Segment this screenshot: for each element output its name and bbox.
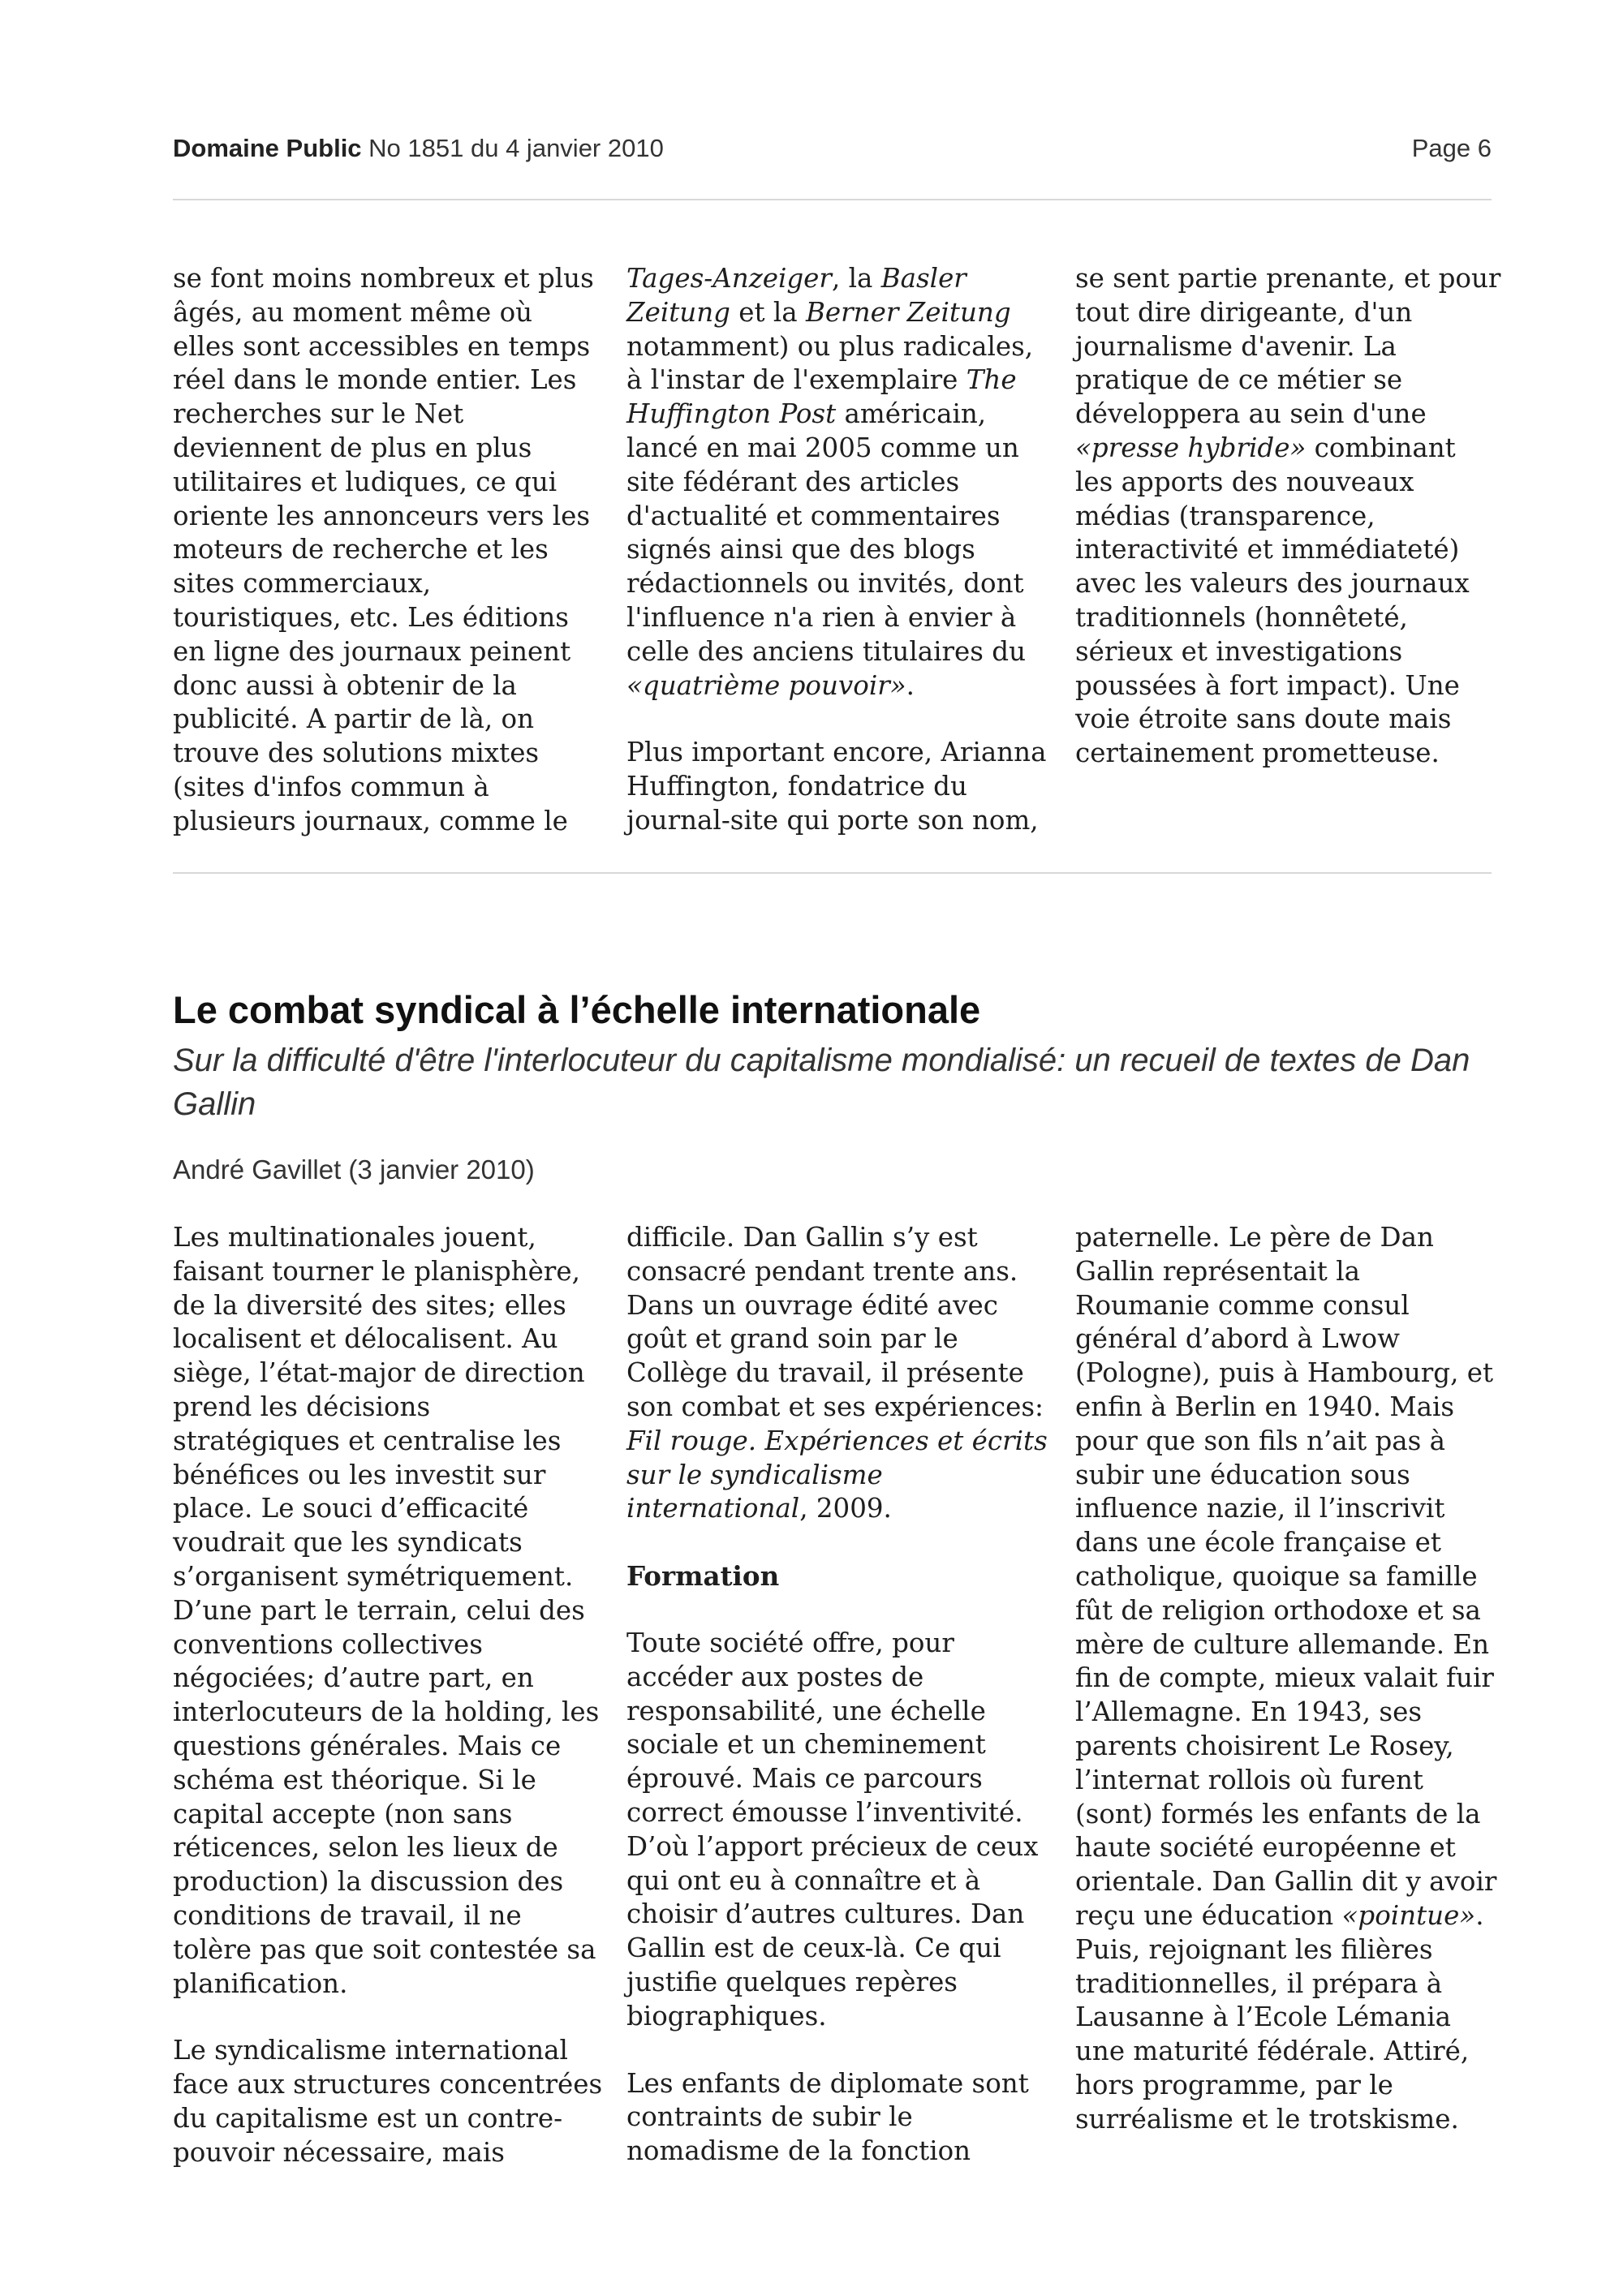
text-line: faisant tourner le planisphère, — [173, 1255, 580, 1287]
text-line — [1075, 635, 1497, 669]
italic-text: Fil rouge. Expériences et écrits — [626, 1425, 1048, 1456]
text-line — [1075, 398, 1497, 432]
text-segment: difficile. Dan Gallin s’y est — [626, 1222, 978, 1253]
text-segment: et la — [730, 296, 806, 328]
text-segment: parents choisirent Le Rosey, — [1075, 1730, 1454, 1761]
text-line — [626, 669, 1048, 703]
text-line: contraints de subir le — [626, 2101, 913, 2133]
header-publication-info — [173, 134, 664, 163]
text-segment: son combat et ses expériences: — [626, 1391, 1044, 1422]
text-line: sites commerciaux, — [173, 568, 432, 600]
text-line: oriente les annonceurs vers les — [173, 500, 591, 531]
text-line: D’où l’apport précieux de ceux — [626, 1830, 1039, 1862]
publication-name: Domaine Public — [173, 134, 362, 162]
text-line: qui ont eu à connaître et à — [626, 1864, 981, 1896]
text-line — [1075, 1560, 1497, 1594]
text-segment: américain, — [836, 398, 987, 430]
text-line: biographiques. — [626, 2000, 827, 2032]
text-line — [1075, 1831, 1497, 1865]
text-segment: Gallin représentait la — [1075, 1255, 1360, 1287]
text-line — [1075, 1798, 1497, 1832]
text-line: D’une part le terrain, celui des — [173, 1594, 585, 1626]
text-segment: se sent partie prenante, et pour — [1075, 263, 1501, 294]
prev-article-column-1 — [173, 262, 595, 872]
text-line: âgés, au moment même où — [173, 296, 533, 328]
text-segment: paternelle. Le père de Dan — [1075, 1222, 1434, 1253]
text-line — [626, 635, 1048, 669]
text-line: capital accepte (non sans — [173, 1798, 513, 1829]
text-line: questions générales. Mais ce — [173, 1730, 562, 1761]
text-line: sociale et un cheminement — [626, 1729, 986, 1761]
prev-col3-paragraph — [1075, 262, 1501, 771]
text-line — [1075, 1322, 1497, 1357]
text-segment: surréalisme et le trotskisme. — [1075, 2103, 1459, 2135]
text-line: réel dans le monde entier. Les — [173, 364, 577, 396]
text-line — [1075, 1425, 1497, 1459]
text-line: Huffington, fondatrice du — [626, 771, 967, 802]
text-segment: rédactionnels ou invités, dont — [626, 568, 1024, 600]
text-line — [1075, 533, 1497, 567]
text-line: nomadisme de la fonction — [626, 2135, 971, 2167]
text-segment: influence nazie, il l’inscrivit — [1075, 1493, 1445, 1524]
italic-text: «presse hybride» — [1075, 432, 1307, 463]
text-line: négociées; d’autre part, en — [173, 1662, 534, 1694]
text-line — [1075, 500, 1497, 534]
text-line — [1075, 2035, 1497, 2069]
text-segment: Puis, rejoignant les filières — [1075, 1933, 1433, 1965]
prev-col1-paragraph — [173, 262, 595, 839]
text-line: touristiques, etc. Les éditions — [173, 601, 569, 633]
text-segment: notamment) ou plus radicales, — [626, 330, 1034, 362]
text-segment: voie étroite sans doute mais — [1075, 703, 1452, 735]
text-segment: fût de religion orthodoxe et sa — [1075, 1594, 1481, 1626]
text-line — [1075, 1730, 1497, 1764]
text-line: de la diversité des sites; elles — [173, 1289, 566, 1321]
text-line — [1075, 363, 1497, 398]
text-line: localisent et délocalisent. Au — [173, 1323, 558, 1355]
text-line — [1075, 1289, 1497, 1323]
text-line: publicité. A partir de là, on — [173, 703, 535, 735]
text-line: elles sont accessibles en temps — [173, 330, 591, 362]
text-segment: combinant — [1306, 432, 1456, 463]
text-line: deviennent de plus en plus — [173, 432, 532, 463]
text-line: siège, l’état-major de direction — [173, 1357, 585, 1389]
text-line — [1075, 262, 1501, 296]
text-line: moteurs de recherche et les — [173, 534, 549, 565]
article-column-2 — [626, 1221, 1048, 2202]
text-line — [1075, 1967, 1497, 2001]
text-line — [1075, 1391, 1497, 1425]
text-line — [1075, 2069, 1497, 2103]
text-line: Plus important encore, Arianna — [626, 737, 1047, 768]
article-title: Le combat syndical à l’échelle internationale — [173, 988, 981, 1031]
italic-text: The — [966, 364, 1017, 396]
text-line: bénéfices ou les investit sur — [173, 1459, 546, 1490]
text-line: production) la discussion des — [173, 1866, 564, 1898]
text-line — [1075, 737, 1497, 771]
text-line — [1075, 1764, 1497, 1798]
text-line — [1075, 296, 1497, 330]
text-line: face aux structures concentrées — [173, 2069, 603, 2100]
text-segment: , la — [831, 263, 881, 294]
text-line: Les enfants de diplomate sont — [626, 2067, 1029, 2099]
text-segment: développera au sein d'une — [1075, 398, 1427, 430]
text-line — [626, 432, 1048, 466]
col3-paragraph — [1075, 1221, 1497, 2137]
text-line: plusieurs journaux, comme le — [173, 805, 568, 836]
text-line — [626, 1391, 1048, 1425]
text-line: recherches sur le Net — [173, 398, 464, 430]
text-line — [1075, 2001, 1497, 2035]
text-line: s’organisent symétriquement. — [173, 1560, 574, 1592]
text-line — [1075, 1526, 1497, 1560]
text-line: tolère pas que soit contestée sa — [173, 1933, 596, 1965]
text-segment: goût et grand soin par le — [626, 1323, 958, 1355]
text-line — [626, 1322, 1048, 1357]
text-segment: enfin à Berlin en 1940. Mais — [1075, 1391, 1455, 1422]
article-byline: André Gavillet (3 janvier 2010) — [173, 1154, 535, 1185]
text-line — [1075, 432, 1497, 466]
text-line: Le syndicalisme international — [173, 2035, 568, 2066]
text-segment: général d’abord à Lwow — [1075, 1323, 1400, 1355]
text-line: pouvoir nécessaire, mais — [173, 2136, 505, 2168]
text-line — [1075, 1628, 1497, 1662]
text-segment: l'influence n'a rien à envier à — [626, 601, 1017, 633]
text-line — [626, 601, 1048, 635]
text-segment: l’Allemagne. En 1943, ses — [1075, 1696, 1422, 1728]
text-line: Les multinationales jouent, — [173, 1222, 536, 1253]
text-segment: traditionnels (honnêteté, — [1075, 601, 1408, 633]
col1-paragraph-2 — [173, 2034, 603, 2169]
text-line — [1075, 1696, 1497, 1730]
text-segment: avec les valeurs des journaux — [1075, 568, 1470, 600]
italic-text: Berner Zeitung — [806, 296, 1011, 328]
text-segment: celle des anciens titulaires du — [626, 635, 1027, 667]
section-heading-formation: Formation — [626, 1560, 780, 1593]
text-line — [1075, 1594, 1497, 1628]
text-line: (sites d'infos commun à — [173, 771, 489, 802]
text-line: correct émousse l’inventivité. — [626, 1796, 1023, 1828]
text-line: donc aussi à obtenir de la — [173, 669, 517, 701]
italic-text: international — [626, 1493, 800, 1524]
text-line: Toute société offre, pour — [626, 1627, 954, 1658]
header-divider — [173, 199, 1492, 200]
text-segment: certainement prometteuse. — [1075, 737, 1440, 769]
text-line — [1075, 1492, 1497, 1526]
text-line — [1075, 1221, 1497, 1255]
text-line: journal-site qui porte son nom, — [626, 804, 1039, 836]
prev-article-column-2 — [626, 262, 1048, 871]
text-line: stratégiques et centralise les — [173, 1425, 562, 1456]
prev-article-column-3 — [1075, 262, 1501, 804]
col2-paragraph-1 — [626, 1221, 1048, 1526]
text-line: choisir d’autres cultures. Dan — [626, 1898, 1025, 1930]
text-line — [626, 262, 1048, 296]
page-header — [173, 134, 1492, 168]
article-subtitle: Sur la difficulté d'être l'interlocuteur du capitalisme mondialisé: un recueil de textes de Dan Gallin — [173, 1043, 1470, 1122]
text-line — [1075, 1459, 1497, 1493]
text-segment: médias (transparence, — [1075, 500, 1375, 531]
text-segment: Lausanne à l’Ecole Lémania — [1075, 2001, 1451, 2033]
text-line — [1075, 703, 1497, 737]
text-segment: hors programme, par le — [1075, 2069, 1393, 2100]
text-line: utilitaires et ludiques, ce qui — [173, 466, 558, 497]
text-segment: Dans un ouvrage édité avec — [626, 1289, 998, 1321]
text-segment: (Pologne), puis à Hambourg, et — [1075, 1357, 1494, 1389]
text-line — [1075, 1255, 1497, 1289]
text-segment: site fédérant des articles — [626, 466, 960, 497]
text-segment: les apports des nouveaux — [1075, 466, 1414, 497]
text-line: en ligne des journaux peinent — [173, 635, 571, 667]
text-segment: haute société européenne et — [1075, 1832, 1456, 1864]
prev-col2-paragraph-2 — [626, 736, 1048, 837]
text-segment: à l'instar de l'exemplaire — [626, 364, 966, 396]
text-line — [626, 1459, 1048, 1493]
text-segment: reçu une éducation — [1075, 1899, 1342, 1931]
italic-text: sur le syndicalisme — [626, 1459, 883, 1490]
text-segment: pour que son fils n’ait pas à — [1075, 1425, 1446, 1456]
prev-col2-paragraph-1 — [626, 262, 1048, 703]
italic-text: Basler — [880, 263, 966, 294]
text-line — [1075, 1865, 1497, 1899]
text-segment: fin de compte, mieux valait fuir — [1075, 1662, 1494, 1694]
text-segment: lancé en mai 2005 comme un — [626, 432, 1019, 463]
italic-text: «pointue» — [1341, 1899, 1476, 1931]
text-line: interlocuteurs de la holding, les — [173, 1696, 600, 1728]
text-line — [626, 1357, 1048, 1391]
text-line — [1075, 1933, 1497, 1967]
page-number: Page 6 — [1411, 134, 1492, 162]
text-line — [1075, 2103, 1497, 2137]
article-column-1 — [173, 1221, 603, 2204]
text-line: responsabilité, une échelle — [626, 1695, 986, 1726]
text-segment: (sont) formés les enfants de la — [1075, 1798, 1481, 1829]
text-line: prend les décisions — [173, 1391, 431, 1422]
text-segment: . — [906, 669, 915, 701]
article-divider — [173, 872, 1492, 874]
text-segment: catholique, quoique sa famille — [1075, 1560, 1478, 1592]
text-line: conditions de travail, il ne — [173, 1899, 522, 1931]
text-line — [1075, 601, 1497, 635]
text-segment: dans une école française et — [1075, 1527, 1441, 1559]
text-line — [626, 1289, 1048, 1323]
text-line — [626, 500, 1048, 534]
text-line: voudrait que les syndicats — [173, 1527, 523, 1559]
italic-text: Tages-Anzeiger — [626, 263, 832, 294]
text-line — [1075, 1357, 1497, 1391]
issue-info: No 1851 du 4 janvier 2010 — [368, 134, 664, 162]
text-segment: orientale. Dan Gallin dit y avoir — [1075, 1866, 1497, 1898]
text-line — [626, 296, 1048, 330]
text-segment: consacré pendant trente ans. — [626, 1255, 1018, 1287]
text-segment: journalisme d'avenir. La — [1075, 330, 1397, 362]
text-line: schéma est théorique. Si le — [173, 1764, 536, 1795]
italic-text: Zeitung — [626, 296, 730, 328]
text-segment: pratique de ce métier se — [1075, 364, 1403, 396]
text-segment: traditionnelles, il prépara à — [1075, 1967, 1443, 1999]
text-line: réticences, selon les lieux de — [173, 1832, 558, 1864]
text-segment: une maturité fédérale. Attiré, — [1075, 2036, 1470, 2067]
text-line — [1075, 669, 1497, 703]
text-line: du capitalisme est un contre- — [173, 2102, 563, 2134]
text-segment: subir une éducation sous — [1075, 1459, 1410, 1490]
text-segment: . — [1475, 1899, 1484, 1931]
text-line: justifie quelques repères — [626, 1966, 958, 1997]
text-segment: l’internat rollois où furent — [1075, 1764, 1423, 1795]
text-segment: sérieux et investigations — [1075, 635, 1403, 667]
text-line: se font moins nombreux et plus — [173, 263, 594, 294]
text-line — [1075, 466, 1497, 500]
text-line — [626, 330, 1048, 364]
text-line — [626, 363, 1048, 398]
text-line: trouve des solutions mixtes — [173, 737, 540, 769]
col1-paragraph-1 — [173, 1221, 600, 2001]
text-line: conventions collectives — [173, 1628, 483, 1660]
text-line — [1075, 567, 1497, 601]
text-line: planification. — [173, 1967, 348, 1999]
italic-text: «quatrième pouvoir» — [626, 669, 906, 701]
text-line — [626, 1492, 1048, 1526]
text-line: éprouvé. Mais ce parcours — [626, 1763, 983, 1795]
italic-text: Huffington Post — [626, 398, 837, 430]
text-line: accéder aux postes de — [626, 1661, 924, 1692]
text-line — [626, 398, 1048, 432]
text-segment: mère de culture allemande. En — [1075, 1628, 1490, 1660]
article-column-3 — [1075, 1221, 1497, 2170]
text-line: Gallin est de ceux-là. Ce qui — [626, 1933, 1001, 1964]
text-line: place. Le souci d’efficacité — [173, 1493, 529, 1524]
text-segment: tout dire dirigeante, d'un — [1075, 296, 1413, 328]
text-line — [1075, 1899, 1497, 1933]
text-segment: , 2009. — [799, 1493, 892, 1524]
text-segment: signés ainsi que des blogs — [626, 534, 975, 565]
text-segment: Collège du travail, il présente — [626, 1357, 1024, 1389]
text-line — [1075, 1662, 1497, 1696]
text-segment: poussées à fort impact). Une — [1075, 669, 1460, 701]
text-line — [626, 466, 1048, 500]
text-line — [1075, 330, 1497, 364]
text-line — [626, 1425, 1048, 1459]
text-line — [626, 1255, 1048, 1289]
text-line — [626, 533, 1048, 567]
text-line — [626, 1221, 1048, 1255]
col2-paragraph-3 — [626, 2067, 1048, 2169]
text-segment: d'actualité et commentaires — [626, 500, 1001, 531]
text-segment: Roumanie comme consul — [1075, 1289, 1410, 1321]
text-line — [626, 567, 1048, 601]
col2-paragraph-2 — [626, 1627, 1048, 2034]
text-segment: interactivité et immédiateté) — [1075, 534, 1460, 565]
